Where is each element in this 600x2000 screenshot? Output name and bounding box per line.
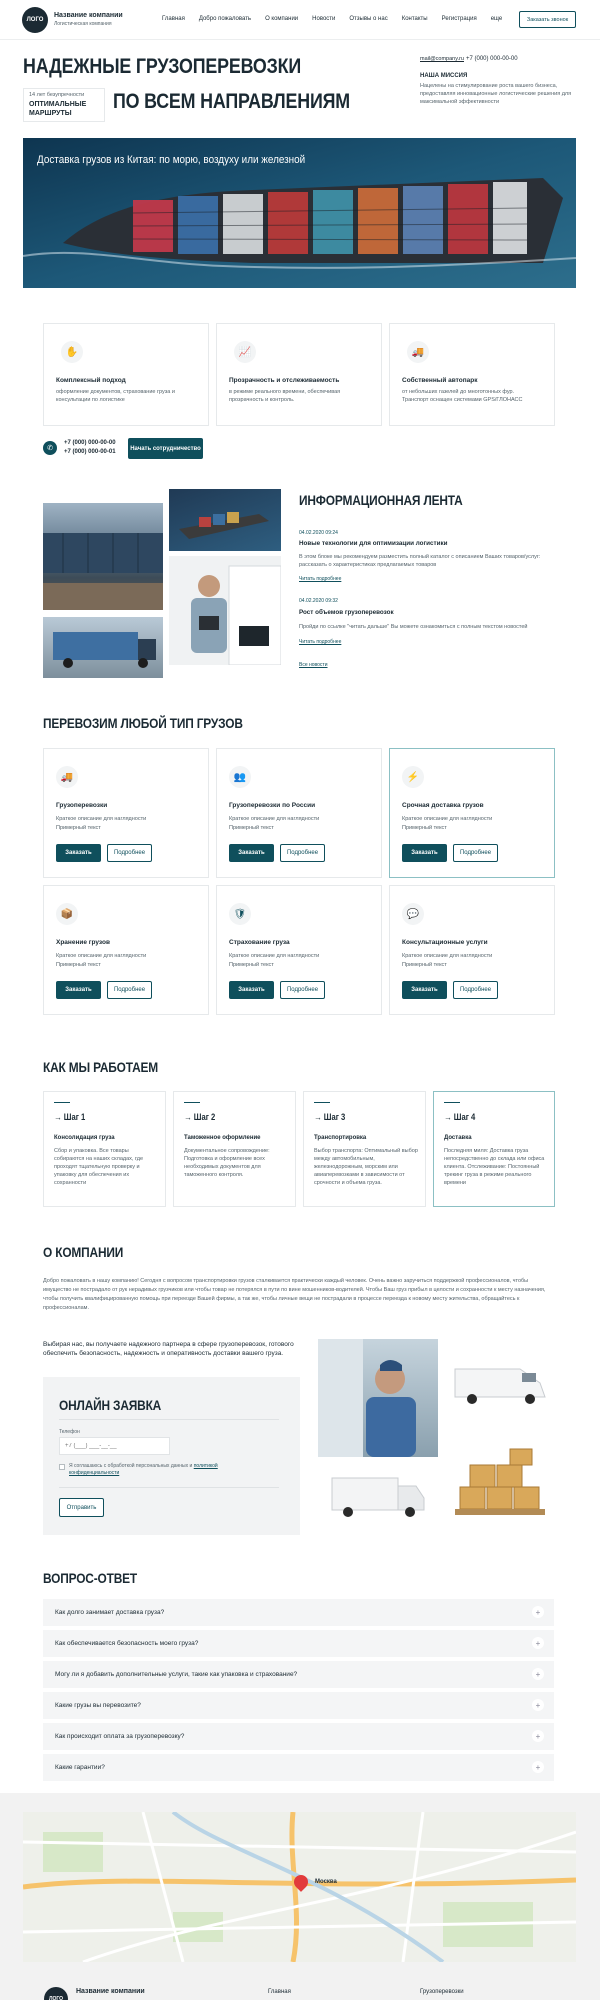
news-item-text: Пройди по ссылке "читать дальше" Вы можете ознакомиться с полным текстом новостей bbox=[299, 624, 528, 630]
map[interactable] bbox=[23, 1812, 576, 1962]
plus-icon[interactable]: + bbox=[532, 1761, 544, 1773]
callback-button[interactable]: Заказать звонок bbox=[519, 11, 576, 28]
main-nav bbox=[162, 16, 516, 22]
details-button[interactable]: Подробнее bbox=[280, 981, 325, 999]
ship-illustration bbox=[169, 489, 281, 551]
nav-register[interactable]: Регистрация bbox=[441, 16, 477, 22]
footer-link-cargo[interactable]: Грузоперевозки bbox=[420, 1989, 464, 1995]
order-button[interactable]: Заказать bbox=[402, 981, 447, 999]
fast-truck-icon: ⚡ bbox=[402, 766, 424, 788]
all-news-link[interactable]: Все новости bbox=[299, 662, 328, 668]
details-button[interactable]: Подробнее bbox=[453, 981, 498, 999]
submit-button[interactable]: Отправить bbox=[59, 1498, 104, 1517]
badge-line-2: МАРШРУТЫ bbox=[29, 110, 72, 117]
form-divider bbox=[59, 1419, 279, 1420]
service-title: Консультационные услуги bbox=[402, 939, 488, 946]
service-text-2: Примерный текст bbox=[402, 825, 447, 831]
nav-home[interactable]: Главная bbox=[162, 16, 185, 22]
step-divider bbox=[184, 1102, 200, 1103]
order-button[interactable]: Заказать bbox=[56, 981, 101, 999]
nav-welcome[interactable]: Добро пожаловать bbox=[198, 16, 252, 22]
truck-icon: 🚚 bbox=[56, 766, 78, 788]
hero-badge bbox=[23, 88, 105, 122]
service-text-2: Примерный текст bbox=[402, 962, 447, 968]
step-label-text: Шаг 1 bbox=[63, 1112, 86, 1122]
step-card bbox=[173, 1091, 296, 1207]
step-label-text: Шаг 4 bbox=[453, 1112, 476, 1122]
nav-about[interactable]: О компании bbox=[265, 16, 299, 22]
step-divider bbox=[314, 1102, 330, 1103]
nav-reviews[interactable]: Отзывы о нас bbox=[349, 16, 388, 22]
faq-item[interactable] bbox=[43, 1692, 554, 1719]
feature-text: в режиме реального времени, обеспечивая прозрачность и контроль. bbox=[229, 389, 341, 403]
hero-email[interactable]: mail@company.ru bbox=[420, 56, 464, 62]
service-card bbox=[389, 748, 555, 878]
order-button[interactable]: Заказать bbox=[402, 844, 447, 862]
service-text-2: Примерный текст bbox=[56, 962, 101, 968]
order-button[interactable]: Заказать bbox=[229, 844, 274, 862]
feature-card bbox=[389, 323, 555, 426]
badge-top-text: 14 лет безупречности bbox=[29, 92, 85, 98]
service-card bbox=[43, 885, 209, 1015]
step-card bbox=[43, 1091, 166, 1207]
step-text: Выбор транспорта: Оптимальный выбор между автомобильным, железнодорожным, морским или авиаперевозками в зависимости от срочности и объема груза. bbox=[314, 1148, 418, 1186]
step-title: Доставка bbox=[444, 1135, 472, 1141]
truck-photo bbox=[43, 617, 163, 678]
faq-item[interactable] bbox=[43, 1661, 554, 1688]
news-item-title[interactable]: Новые технологии для оптимизации логистики bbox=[299, 540, 448, 547]
hero-title-2: ПО ВСЕМ НАПРАВЛЕНИЯМ bbox=[113, 90, 351, 113]
step-label: → Шаг 1 bbox=[54, 1112, 86, 1122]
service-text: Краткое описание для наглядности bbox=[229, 953, 320, 959]
news-item-title[interactable]: Рост объемов грузоперевозок bbox=[299, 609, 394, 616]
news-item-text: В этом блоке мы рекомендуем разместить полный каталог с описанием Ваших товаров/услуг: рассказать о характеристиках предлагаемых товаров bbox=[299, 554, 541, 568]
box-icon: 📦 bbox=[56, 903, 78, 925]
courier-photo bbox=[318, 1339, 438, 1457]
boxes-photo bbox=[450, 1447, 550, 1522]
van-photo bbox=[450, 1359, 550, 1407]
map-city-label: Москва bbox=[315, 1879, 337, 1885]
details-button[interactable]: Подробнее bbox=[107, 981, 152, 999]
privacy-policy-link[interactable]: политикой конфиденциальности bbox=[69, 1463, 218, 1476]
news-date: 04.02.2020 09:24 bbox=[299, 530, 338, 536]
service-text: Краткое описание для наглядности bbox=[229, 816, 320, 822]
details-button[interactable]: Подробнее bbox=[453, 844, 498, 862]
banner-caption: Доставка грузов из Китая: по морю, воздуху или железной bbox=[37, 154, 306, 166]
hero-banner bbox=[23, 138, 576, 288]
service-card bbox=[43, 748, 209, 878]
driver-illustration bbox=[169, 556, 281, 665]
service-title: Хранение грузов bbox=[56, 939, 110, 946]
service-text-2: Примерный текст bbox=[229, 825, 274, 831]
about-text: Добро пожаловать в нашу компанию! Сегодня с вопросом транспортировки грузов сталкивается практически каждый человек. Очень важно заручиться поддержкой профессионалов, чтобы имущество не пострадало от рук нерадивых грузчиков или чтобы товар не потерялся в пути по вине мошенников-водителей. Чтобы Ваш груз прибыл в целости и сохранности к месту назначения, чтобы получить квалифицированную помощь при переезде Вашей фирмы, а так же, чтобы личные вещи не пострадали в процессе переезда к новому месту жительства, обращайтесь к профессионалам. bbox=[43, 1278, 546, 1311]
about-lead: Выбирая нас, вы получаете надежного партнера в сфере грузоперевозок, готового обеспечить безопасность, надежность и оперативность доставки вашего груза. bbox=[43, 1341, 294, 1357]
news-read-more[interactable]: Читать подробнее bbox=[299, 576, 342, 582]
plus-icon[interactable]: + bbox=[532, 1699, 544, 1711]
step-divider bbox=[444, 1102, 460, 1103]
footer-company-name: Название компании bbox=[76, 1988, 145, 1995]
online-form bbox=[43, 1377, 300, 1535]
nav-contacts[interactable]: Контакты bbox=[401, 16, 428, 22]
step-label-text: Шаг 2 bbox=[193, 1112, 216, 1122]
ship-photo bbox=[169, 489, 281, 551]
order-button[interactable]: Заказать bbox=[56, 844, 101, 862]
box-truck-illustration bbox=[326, 1470, 430, 1522]
news-date: 04.02.2020 09:32 bbox=[299, 598, 338, 604]
boxes-illustration bbox=[450, 1447, 550, 1522]
service-title: Страхование груза bbox=[229, 939, 290, 946]
service-title: Срочная доставка грузов bbox=[402, 802, 484, 809]
service-title: Грузоперевозки по России bbox=[229, 802, 316, 809]
logo[interactable]: ЛОГО bbox=[22, 7, 48, 33]
truck-icon: 🚚 bbox=[407, 341, 429, 363]
mission-title: НАША МИССИЯ bbox=[420, 73, 468, 79]
box-truck-photo bbox=[326, 1470, 430, 1522]
truck-illustration bbox=[43, 617, 163, 678]
consent-checkbox[interactable] bbox=[59, 1464, 65, 1470]
plus-icon[interactable]: + bbox=[532, 1637, 544, 1649]
faq-title: ВОПРОС-ОТВЕТ bbox=[43, 1570, 137, 1586]
form-title: ОНЛАЙН ЗАЯВКА bbox=[59, 1397, 162, 1413]
faq-item[interactable] bbox=[43, 1754, 554, 1781]
plus-icon[interactable]: + bbox=[532, 1606, 544, 1618]
service-text: Краткое описание для наглядности bbox=[402, 816, 493, 822]
service-text-2: Примерный текст bbox=[229, 962, 274, 968]
contact-phone-1[interactable]: +7 (000) 000-00-00 bbox=[64, 440, 116, 446]
service-card bbox=[389, 885, 555, 1015]
plus-icon[interactable]: + bbox=[532, 1668, 544, 1680]
details-button[interactable]: Подробнее bbox=[280, 844, 325, 862]
faq-question: Как обеспечивается безопасность моего груза? bbox=[55, 1640, 199, 1647]
news-title: ИНФОРМАЦИОННАЯ ЛЕНТА bbox=[299, 492, 463, 508]
faq-item[interactable] bbox=[43, 1723, 554, 1750]
hand-icon: ✋ bbox=[61, 341, 83, 363]
step-card bbox=[433, 1091, 555, 1207]
company-subtitle: Логистическая компания bbox=[54, 21, 112, 27]
feature-title: Собственный автопарк bbox=[402, 377, 478, 384]
details-button[interactable]: Подробнее bbox=[107, 844, 152, 862]
company-name: Название компании bbox=[54, 12, 123, 19]
faq-question: Как долго занимает доставка груза? bbox=[55, 1609, 165, 1616]
service-title: Грузоперевозки bbox=[56, 802, 108, 809]
step-title: Таможенное оформление bbox=[184, 1135, 261, 1141]
feature-title: Прозрачность и отслеживаемость bbox=[229, 377, 340, 384]
van-illustration bbox=[450, 1359, 550, 1407]
feature-title: Комплексный подход bbox=[56, 377, 126, 384]
step-label: → Шаг 3 bbox=[314, 1112, 346, 1122]
footer-logo[interactable]: ЛОГО bbox=[44, 1987, 68, 2000]
step-card bbox=[303, 1091, 426, 1207]
step-title: Транспортировка bbox=[314, 1135, 367, 1141]
consent-text bbox=[69, 1463, 269, 1477]
step-label: → Шаг 2 bbox=[184, 1112, 216, 1122]
order-button[interactable]: Заказать bbox=[229, 981, 274, 999]
phone-label: Телефон bbox=[59, 1429, 80, 1435]
step-text: Сбор и упаковка. Все товары собираются на наших складах, где проходят тщательную проверку и упаковку для обеспечения их сохранности bbox=[54, 1148, 143, 1186]
driver-photo bbox=[169, 556, 281, 665]
header bbox=[0, 0, 600, 40]
faq-question: Какие гарантии? bbox=[55, 1764, 105, 1771]
consent-label: Я соглашаюсь с обработкой персональных данных и bbox=[69, 1463, 193, 1469]
feature-text: оформление документов, страхование груза и консультации по логистике bbox=[56, 389, 175, 403]
step-divider bbox=[54, 1102, 70, 1103]
services-title: ПЕРЕВОЗИМ ЛЮБОЙ ТИП ГРУЗОВ bbox=[43, 715, 243, 731]
service-card bbox=[216, 885, 382, 1015]
courier-illustration bbox=[318, 1339, 438, 1457]
chart-icon: 📈 bbox=[234, 341, 256, 363]
step-label-text: Шаг 3 bbox=[323, 1112, 346, 1122]
faq-item[interactable] bbox=[43, 1599, 554, 1626]
news-read-more[interactable]: Читать подробнее bbox=[299, 639, 342, 645]
contact-phone-2[interactable]: +7 (000) 000-00-01 bbox=[64, 449, 116, 455]
about-title: О КОМПАНИИ bbox=[43, 1244, 124, 1260]
hero-phone[interactable]: +7 (000) 000-00-00 bbox=[466, 56, 518, 62]
faq-item[interactable] bbox=[43, 1630, 554, 1657]
start-cooperation-button[interactable]: Начать сотрудничество bbox=[128, 438, 203, 459]
consult-icon: 💬 bbox=[402, 903, 424, 925]
feature-card bbox=[216, 323, 382, 426]
faq-question: Могу ли я добавить дополнительные услуги, такие как упаковка и страхование? bbox=[55, 1671, 298, 1678]
badge-line-1: ОПТИМАЛЬНЫЕ bbox=[29, 101, 87, 108]
insurance-icon: 🛡 bbox=[229, 903, 251, 925]
nav-more[interactable]: еще bbox=[490, 16, 503, 22]
service-text: Краткое описание для наглядности bbox=[56, 953, 147, 959]
mission-text: Нацелены на стимулирование роста вашего бизнеса, предоставляя инновационные логистические решения для максимальной эффективности bbox=[420, 83, 572, 105]
footer-link-home[interactable]: Главная bbox=[268, 1989, 291, 1995]
feature-text: от небольших газелей до многотонных фур. Транспорт оснащен системами GPS/ГЛОНАСС bbox=[402, 389, 523, 403]
faq-question: Как происходит оплата за грузоперевозку? bbox=[55, 1733, 185, 1740]
faq-question: Какие грузы вы перевозите? bbox=[55, 1702, 141, 1709]
step-text: Последняя миля: Доставка груза непосредственно до склада или офиса клиента. Отслеживание: Постоянный трекинг груза в режиме реального времени bbox=[444, 1148, 545, 1186]
step-title: Консолидация груза bbox=[54, 1135, 115, 1141]
steps-title: КАК МЫ РАБОТАЕМ bbox=[43, 1059, 159, 1075]
service-text: Краткое описание для наглядности bbox=[402, 953, 493, 959]
service-text: Краткое описание для наглядности bbox=[56, 816, 147, 822]
footer bbox=[0, 1983, 600, 2000]
hero-title-1: НАДЕЖНЫЕ ГРУЗОПЕРЕВОЗКИ bbox=[23, 55, 302, 78]
service-text-2: Примерный текст bbox=[56, 825, 101, 831]
step-text: Документальное сопровождение: Подготовка и оформление всех необходимых документов для таможенного контроля. bbox=[184, 1148, 270, 1178]
service-card bbox=[216, 748, 382, 878]
train-photo bbox=[43, 503, 163, 610]
nav-news[interactable]: Новости bbox=[312, 16, 336, 22]
plus-icon[interactable]: + bbox=[532, 1730, 544, 1742]
people-icon: 👥 bbox=[229, 766, 251, 788]
form-divider bbox=[59, 1487, 279, 1488]
train-illustration bbox=[43, 503, 163, 610]
feature-card bbox=[43, 323, 209, 426]
phone-icon: ✆ bbox=[43, 441, 57, 455]
phone-input[interactable] bbox=[59, 1437, 170, 1455]
step-label: → Шаг 4 bbox=[444, 1112, 476, 1122]
